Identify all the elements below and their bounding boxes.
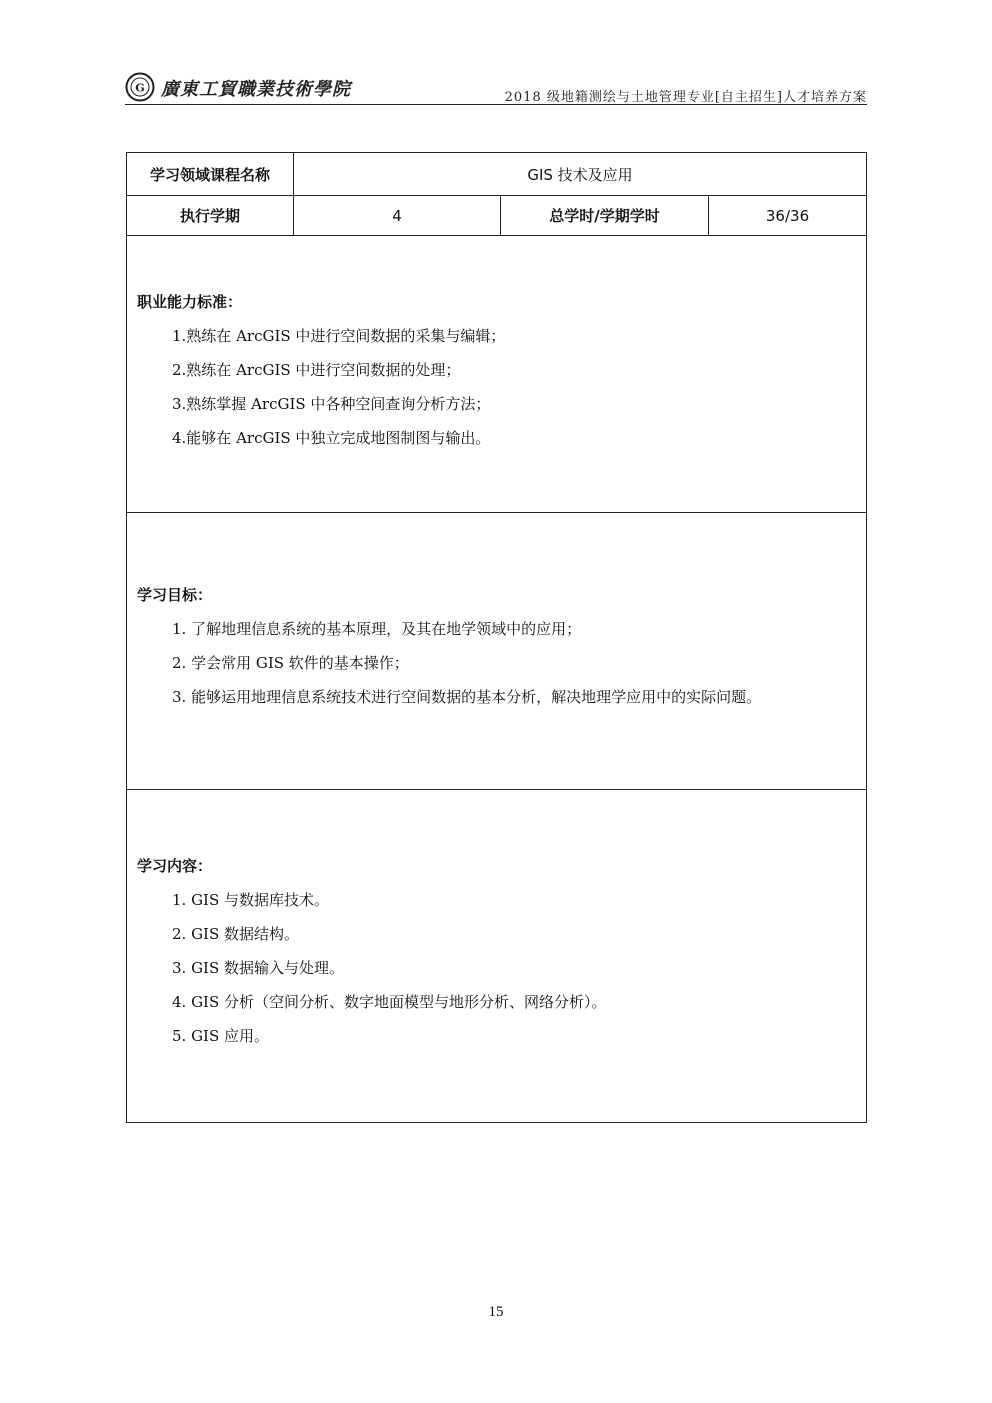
competency-section [127, 236, 867, 513]
hours-label: 总学时/学期学时 [501, 196, 709, 236]
hours-value: 36/36 [709, 196, 867, 236]
list-item: 1. 了解地理信息系统的基本原理，及其在地学领域中的应用； [172, 620, 582, 638]
school-logo-icon [125, 72, 155, 102]
content-section [127, 790, 867, 1123]
list-item: 2.熟练在 ArcGIS 中进行空间数据的处理； [172, 361, 461, 379]
list-item: 2. 学会常用 GIS 软件的基本操作； [172, 654, 409, 672]
school-name-logo: 廣東工貿職業技術學院 [161, 79, 351, 100]
objectives-section [127, 513, 867, 790]
content-section-row [127, 790, 867, 1123]
course-name-row [127, 153, 867, 196]
list-item: 4.能够在 ArcGIS 中独立完成地图制图与输出。 [172, 429, 491, 447]
list-item: 3.熟练掌握 ArcGIS 中各种空间查询分析方法； [172, 395, 491, 413]
competency-section-row [127, 236, 867, 513]
list-item: 4. GIS 分析（空间分析、数字地面模型与地形分析、网络分析）。 [172, 993, 607, 1011]
objectives-section-row [127, 513, 867, 790]
page-header [125, 70, 867, 105]
course-name-value: GIS 技术及应用 [294, 153, 867, 196]
semester-value: 4 [294, 196, 501, 236]
course-table [126, 152, 867, 1123]
section-title: 学习目标： [137, 586, 213, 604]
list-item: 1. GIS 与数据库技术。 [172, 891, 330, 909]
section-title: 职业能力标准： [137, 293, 243, 311]
course-name-label: 学习领域课程名称 [127, 153, 294, 196]
semester-row [127, 196, 867, 236]
list-item: 3. 能够运用地理信息系统技术进行空间数据的基本分析，解决地理学应用中的实际问题。 [172, 688, 762, 706]
document-title: 2018 级地籍测绘与土地管理专业[自主招生]人才培养方案 [504, 90, 867, 105]
list-item: 2. GIS 数据结构。 [172, 925, 300, 943]
list-item: 1.熟练在 ArcGIS 中进行空间数据的采集与编辑； [172, 327, 506, 345]
svg-text:G: G [135, 81, 145, 95]
list-item: 5. GIS 应用。 [172, 1027, 270, 1045]
list-item: 3. GIS 数据输入与处理。 [172, 959, 345, 977]
section-title: 学习内容： [137, 857, 213, 875]
semester-label: 执行学期 [127, 196, 294, 236]
page-number: 15 [488, 1304, 504, 1320]
